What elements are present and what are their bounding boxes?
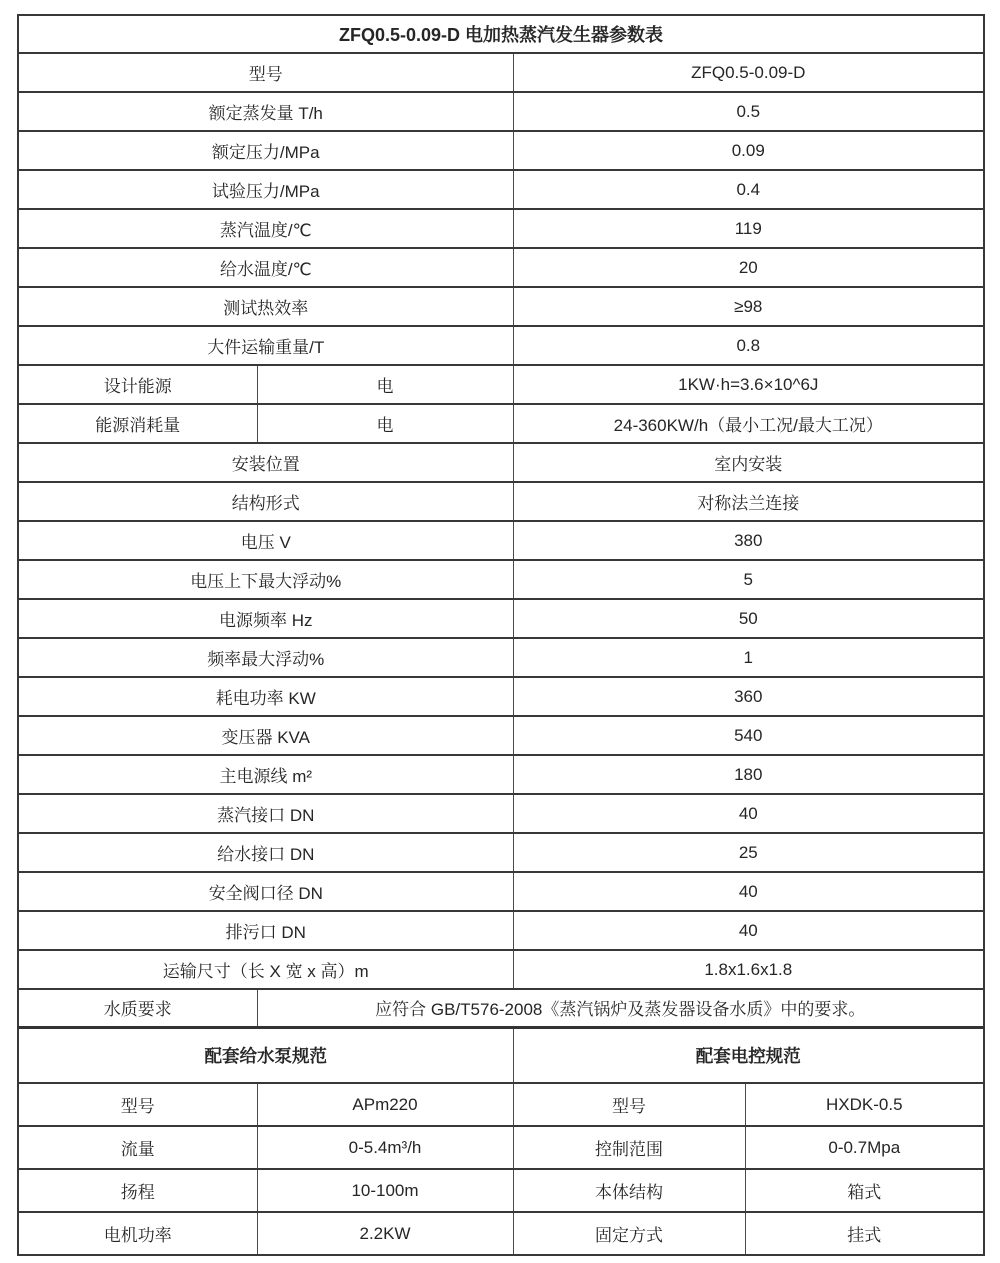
table-row [18,1083,984,1126]
param-value: 电 [257,404,513,443]
param-value: 电 [257,365,513,404]
param-label: 电压 V [18,521,513,560]
param-value: 2.2KW [257,1212,513,1255]
param-value: 540 [513,716,984,755]
param-label: 变压器 KVA [18,716,513,755]
param-label: 额定压力/MPa [18,131,513,170]
param-value: ZFQ0.5-0.09-D [513,53,984,92]
param-value: 380 [513,521,984,560]
table-row [18,482,984,521]
param-label: 电机功率 [18,1212,257,1255]
param-value: 40 [513,794,984,833]
table-row [18,1212,984,1255]
param-label: 固定方式 [513,1212,745,1255]
param-label: 流量 [18,1126,257,1169]
table-row [18,521,984,560]
param-label: 主电源线 m² [18,755,513,794]
table-row [18,15,984,53]
param-label: 安全阀口径 DN [18,872,513,911]
table-row [18,638,984,677]
param-label: 结构形式 [18,482,513,521]
table-row [18,92,984,131]
table-row [18,443,984,482]
param-value: 对称法兰连接 [513,482,984,521]
table-row [18,287,984,326]
param-value: 1 [513,638,984,677]
param-label: 设计能源 [18,365,257,404]
param-label: 电压上下最大浮动% [18,560,513,599]
section-header: 配套给水泵规范 [18,1027,513,1083]
param-value: 25 [513,833,984,872]
param-label: 大件运输重量/T [18,326,513,365]
table-row [18,716,984,755]
param-label: 安装位置 [18,443,513,482]
table-row [18,599,984,638]
table-row [18,833,984,872]
param-value: 20 [513,248,984,287]
spec-table [17,14,985,1256]
param-value: 0.8 [513,326,984,365]
table-row [18,209,984,248]
param-label: 测试热效率 [18,287,513,326]
table-row [18,170,984,209]
param-value: 10-100m [257,1169,513,1212]
spec-table-body [18,15,984,1255]
param-value: 5 [513,560,984,599]
param-value: 0.09 [513,131,984,170]
table-row [18,950,984,989]
param-value: 0.4 [513,170,984,209]
param-label: 型号 [18,53,513,92]
table-row [18,677,984,716]
table-row [18,53,984,92]
param-label: 型号 [513,1083,745,1126]
table-row [18,365,984,404]
table-row [18,1169,984,1212]
table-row [18,131,984,170]
param-value: 室内安装 [513,443,984,482]
param-label: 扬程 [18,1169,257,1212]
param-label: 耗电功率 KW [18,677,513,716]
section-header: 配套电控规范 [513,1027,984,1083]
table-row [18,989,984,1027]
param-value: HXDK-0.5 [745,1083,984,1126]
param-label: 电源频率 Hz [18,599,513,638]
param-label: 本体结构 [513,1169,745,1212]
table-row [18,1027,984,1083]
param-label: 额定蒸发量 T/h [18,92,513,131]
param-label: 排污口 DN [18,911,513,950]
table-row [18,755,984,794]
param-label: 蒸汽接口 DN [18,794,513,833]
param-value: 360 [513,677,984,716]
param-label: 控制范围 [513,1126,745,1169]
param-value: 50 [513,599,984,638]
param-value: 应符合 GB/T576-2008《蒸汽锅炉及蒸发器设备水质》中的要求。 [257,989,984,1027]
table-row [18,248,984,287]
param-label: 型号 [18,1083,257,1126]
param-value: 0-0.7Mpa [745,1126,984,1169]
param-label: 给水温度/℃ [18,248,513,287]
param-label: 蒸汽温度/℃ [18,209,513,248]
param-value: ≥98 [513,287,984,326]
param-label: 能源消耗量 [18,404,257,443]
table-row [18,872,984,911]
param-value: 1.8x1.6x1.8 [513,950,984,989]
table-row [18,794,984,833]
param-value: 119 [513,209,984,248]
param-value: APm220 [257,1083,513,1126]
param-value: 挂式 [745,1212,984,1255]
param-value: 180 [513,755,984,794]
param-value: 箱式 [745,1169,984,1212]
param-label: 频率最大浮动% [18,638,513,677]
table-row [18,326,984,365]
table-row [18,404,984,443]
param-value: 40 [513,911,984,950]
param-label: 水质要求 [18,989,257,1027]
param-label: 1KW·h=3.6×10^6J [513,365,984,404]
param-value: 0-5.4m³/h [257,1126,513,1169]
table-row [18,560,984,599]
param-value: 0.5 [513,92,984,131]
table-row [18,1126,984,1169]
param-label: 24-360KW/h（最小工况/最大工况） [513,404,984,443]
param-value: 40 [513,872,984,911]
param-label: 给水接口 DN [18,833,513,872]
table-row [18,911,984,950]
param-label: 运输尺寸（长 X 宽 x 高）m [18,950,513,989]
table-title: ZFQ0.5-0.09-D 电加热蒸汽发生器参数表 [18,15,984,53]
param-label: 试验压力/MPa [18,170,513,209]
